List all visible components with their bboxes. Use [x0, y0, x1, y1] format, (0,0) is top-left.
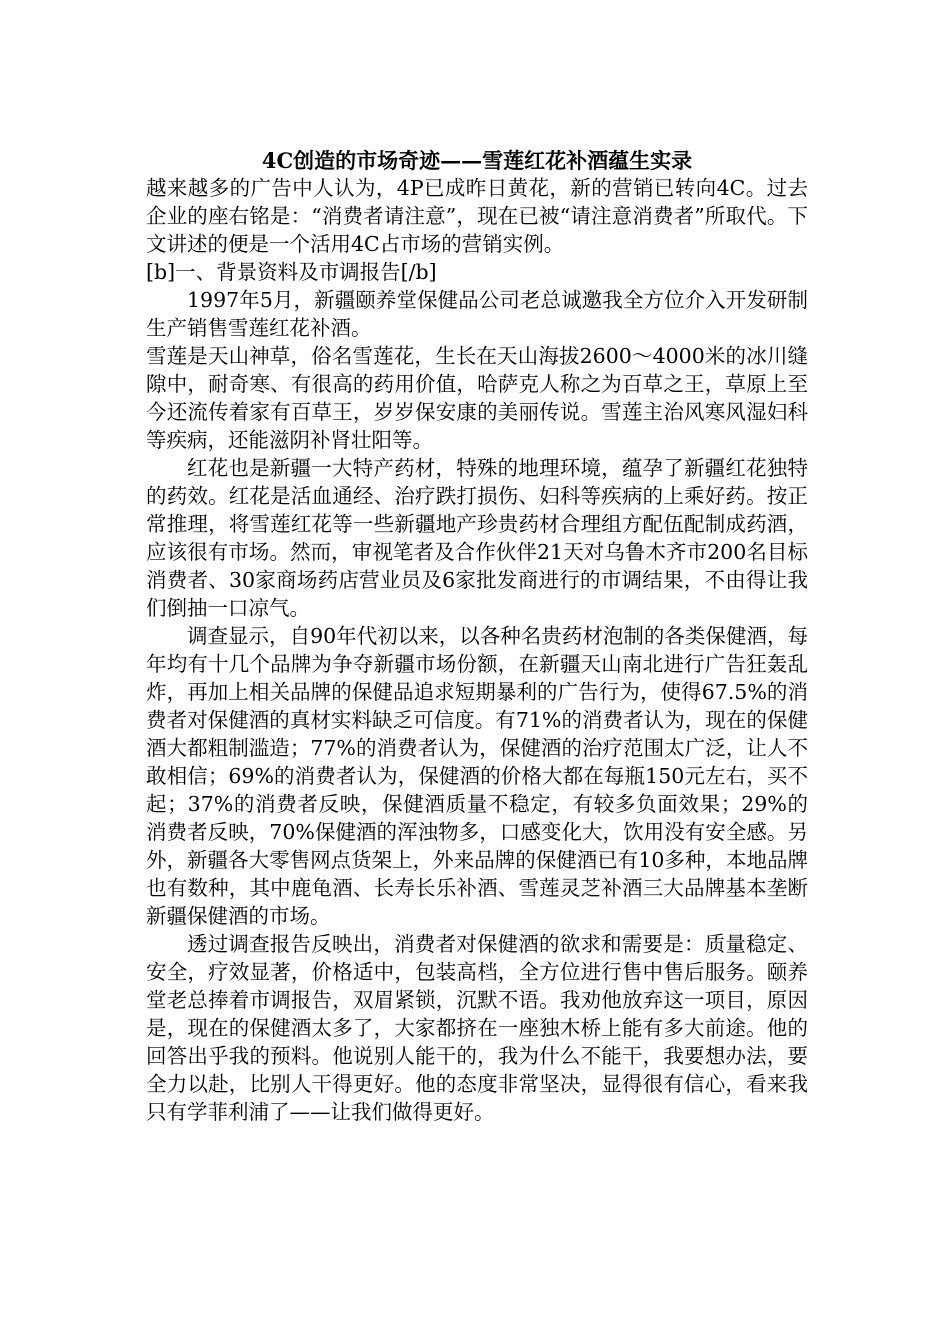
paragraph-consumer-needs: 透过调查报告反映出，消费者对保健酒的欲求和需要是：质量稳定、安全，疗效显著，价格适中，包装高档，全方位进行售中售后服务。颐养堂老总捧着市调报告，双眉紧锁，沉默不语。我劝他放弃这一项目，原因是，现在的保健酒太多了，大家都挤在一座独木桥上能有多大前途。他的回答出乎我的预料。他说别人能干的，我为什么不能干，我要想办法，要全力以赴，比别人干得更好。他的态度非常坚决，显得很有信心，看来我只有学菲利浦了——让我们做得更好。	[146, 932, 808, 1124]
document-title: 4C创造的市场奇迹——雪莲红花补酒蕴生实录	[261, 148, 693, 173]
document-page	[146, 148, 808, 1126]
paragraph-safflower: 红花也是新疆一大特产药材，特殊的地理环境，蕴孕了新疆红花独特的药效。红花是活血通经、治疗跌打损伤、妇科等疾病的上乘好药。按正常推理，将雪莲红花等一些新疆地产珍贵药材合理组方配伍配制成药酒，应该很有市场。然而，审视笔者及合作伙伴21天对乌鲁木齐市200名目标消费者、30家商场药店营业员及6家批发商进行的市调结果，不由得让我们倒抽一口凉气。	[146, 456, 808, 620]
paragraph-invitation: 1997年5月，新疆颐养堂保健品公司老总诚邀我全方位介入开发研制生产销售雪莲红花补酒。	[146, 288, 808, 340]
paragraph-survey-results: 调查显示，自90年代初以来，以各种名贵药材泡制的各类保健酒，每年均有十几个品牌为争夺新疆市场份额，在新疆天山南北进行广告狂轰乱炸，再加上相关品牌的保健品追求短期暴利的广告行为，使得67.5%的消费者对保健酒的真材实料缺乏可信度。有71%的消费者认为，现在的保健酒大都粗制滥造；77%的消费者认为，保健酒的治疗范围太广泛，让人不敢相信；69%的消费者认为，保健酒的价格大都在每瓶150元左右，买不起；37%的消费者反映，保健酒质量不稳定，有较多负面效果；29%的消费者反映，70%保健酒的浑浊物多，口感变化大，饮用没有安全感。另外，新疆各大零售网点货架上，外来品牌的保健酒已有10多种，本地品牌也有数种，其中鹿龟酒、长寿长乐补酒、雪莲灵芝补酒三大品牌基本垄断新疆保健酒的市场。	[146, 624, 808, 928]
paragraph-snow-lotus: 雪莲是天山神草，俗名雪莲花，生长在天山海拔2600～4000米的冰川缝隙中，耐奇寒、有很高的药用价值，哈萨克人称之为百草之王，草原上至今还流传着家有百草王，岁岁保安康的美丽传说。雪莲主治风寒风湿妇科等疾病，还能滋阴补肾壮阳等。	[146, 344, 808, 452]
section-heading-background: [b]一、背景资料及市调报告[/b]	[146, 260, 437, 284]
intro-paragraph: 越来越多的广告中人认为，4P已成昨日黄花，新的营销已转向4C。过去企业的座右铭是：“消费者请注意”，现在已被“请注意消费者”所取代。下文讲述的便是一个活用4C占市场的营销实例。	[146, 176, 808, 256]
